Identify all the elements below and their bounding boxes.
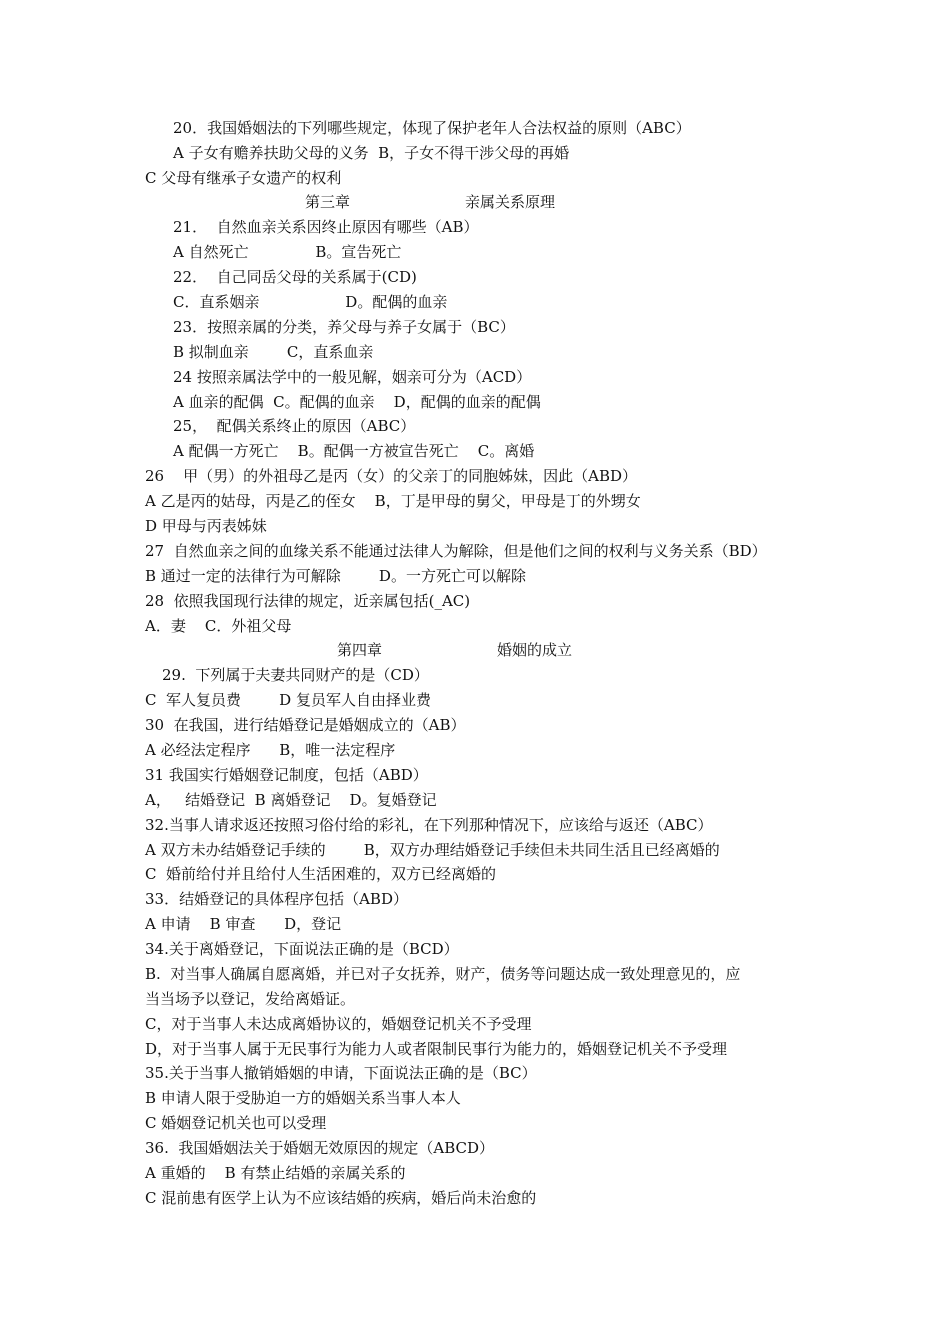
answer-line: C．直系姻亲 D。配偶的血亲 [173,293,448,311]
chapter-title: 婚姻的成立 [497,641,573,659]
question-27: 27 自然血亲之间的血缘关系不能通过法律人为解除，但是他们之间的权利与义务关系（BD） [145,542,767,560]
question-35: 35.关于当事人撤销婚姻的申请，下面说法正确的是（BC） [145,1064,537,1082]
answer-line: A 子女有赡养扶助父母的义务 B，子女不得干涉父母的再婚 [173,144,570,162]
question-23: 23．按照亲属的分类，养父母与养子女属于（BC） [173,318,515,336]
question-21: 21． 自然血亲关系因终止原因有哪些（AB） [173,218,479,236]
question-20: 20．我国婚姻法的下列哪些规定，体现了保护老年人合法权益的原则（ABC） [173,119,691,137]
chapter-number: 第三章 [305,193,351,211]
answer-line: C 混前患有医学上认为不应该结婚的疾病，婚后尚未治愈的 [145,1189,537,1207]
question-32: 32.当事人请求返还按照习俗付给的彩礼，在下列那种情况下，应该给与返还（ABC） [145,816,713,834]
answer-line: D 甲母与丙表姊妹 [145,517,267,535]
answer-line: B 通过一定的法律行为可解除 D。一方死亡可以解除 [145,567,526,585]
answer-line: B 拟制血亲 C，直系血亲 [173,343,374,361]
question-26: 26 甲（男）的外祖母乙是丙（女）的父亲丁的同胞姊妹，因此（ABD） [145,467,638,485]
question-28: 28 依照我国现行法律的规定，近亲属包括(_AC) [145,592,471,610]
chapter-title: 亲属关系原理 [465,193,556,211]
question-34: 34.关于离婚登记，下面说法正确的是（BCD） [145,940,459,958]
question-30: 30 在我国，进行结婚登记是婚姻成立的（AB） [145,716,466,734]
answer-line: C 婚前给付并且给付人生活困难的，双方已经离婚的 [145,865,497,883]
answer-line: A．妻 C．外祖父母 [145,617,292,635]
answer-line: A 申请 B 审查 D，登记 [145,915,342,933]
question-33: 33．结婚登记的具体程序包括（ABD） [145,890,408,908]
question-29: 29. 下列属于夫妻共同财产的是（CD） [162,666,429,684]
answer-line: B 申请人限于受胁迫一方的婚姻关系当事人本人 [145,1089,461,1107]
answer-line: A 重婚的 B 有禁止结婚的亲属关系的 [145,1164,406,1182]
question-31: 31 我国实行婚姻登记制度，包括（ABD） [145,766,428,784]
answer-line: A 乙是丙的姑母，丙是乙的侄女 B，丁是甲母的舅父，甲母是丁的外甥女 [145,492,641,510]
answer-line: B. 对当事人确属自愿离婚，并已对子女抚养，财产，债务等问题达成一致处理意见的，应 [145,965,741,983]
answer-line: A， 结婚登记 B 离婚登记 D。复婚登记 [145,791,437,809]
question-25: 25， 配偶关系终止的原因（ABC） [173,417,416,435]
answer-line: 当当场予以登记，发给离婚证。 [145,990,356,1008]
question-24: 24 按照亲属法学中的一般见解，姻亲可分为（ACD） [173,368,532,386]
chapter-number: 第四章 [337,641,383,659]
answer-line: A 血亲的配偶 C。配偶的血亲 D，配偶的血亲的配偶 [173,393,541,411]
answer-line: A 必经法定程序 B，唯一法定程序 [145,741,396,759]
answer-line: A 配偶一方死亡 B。配偶一方被宣告死亡 C。离婚 [173,442,535,460]
question-22: 22． 自己同岳父母的关系属于(CD) [173,268,417,286]
answer-line: A 自然死亡 B。宣告死亡 [173,243,402,261]
answer-line: D，对于当事人属于无民事行为能力人或者限制民事行为能力的，婚姻登记机关不予受理 [145,1040,728,1058]
answer-line: C 婚姻登记机关也可以受理 [145,1114,327,1132]
question-36: 36. 我国婚姻法关于婚姻无效原因的规定（ABCD） [145,1139,495,1157]
answer-line: C 军人复员费 D 复员军人自由择业费 [145,691,431,709]
answer-line: C，对于当事人未达成离婚协议的，婚姻登记机关不予受理 [145,1015,532,1033]
answer-line: A 双方未办结婚登记手续的 B，双方办理结婚登记手续但未共同生活且已经离婚的 [145,841,720,859]
answer-line: C 父母有继承子女遗产的权利 [145,169,342,187]
